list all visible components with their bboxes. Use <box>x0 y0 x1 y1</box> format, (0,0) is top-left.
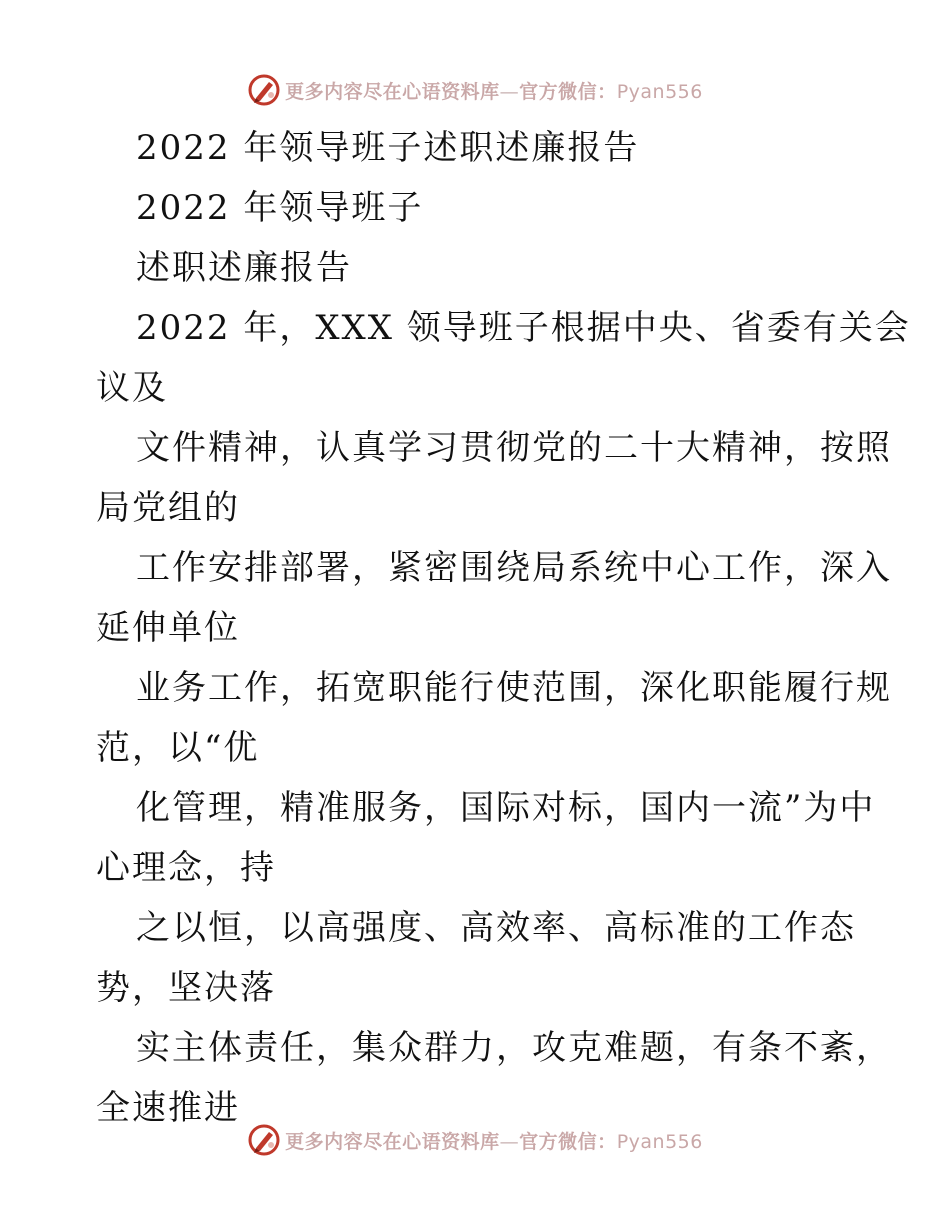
pen-logo-icon <box>247 1123 281 1157</box>
footer-watermark <box>0 1120 950 1160</box>
watermark-wechat-label: 官方微信： <box>519 1130 617 1153</box>
watermark-dash: — <box>499 1130 520 1153</box>
doc-subtitle-line-1: 2022 年领导班子 <box>136 188 424 228</box>
paragraph-line: 议及 <box>96 368 168 408</box>
paragraph-line: 化管理，精准服务，国际对标，国内一流”为中 <box>136 788 876 828</box>
paragraph-line: 范，以“优 <box>96 728 260 768</box>
watermark-wechat-id: Pyan556 <box>616 80 703 103</box>
paragraph-line: 延伸单位 <box>96 608 240 648</box>
paragraph-line: 2022 年，XXX 领导班子根据中央、省委有关会 <box>136 308 911 348</box>
watermark-wechat-id: Pyan556 <box>616 1130 703 1153</box>
header-watermark <box>0 70 950 110</box>
paragraph-line: 业务工作，拓宽职能行使范围，深化职能履行规 <box>136 668 892 708</box>
paragraph-line: 全速推进 <box>96 1088 240 1128</box>
paragraph-line: 工作安排部署，紧密围绕局系统中心工作，深入 <box>136 548 892 588</box>
watermark-dash: — <box>499 80 520 103</box>
document-body <box>96 118 911 1138</box>
doc-subtitle-line-2: 述职述廉报告 <box>136 248 352 288</box>
watermark-wechat-label: 官方微信： <box>519 80 617 103</box>
paragraph-line: 势，坚决落 <box>96 968 276 1008</box>
watermark-text <box>285 77 703 104</box>
paragraph-line: 文件精神，认真学习贯彻党的二十大精神，按照 <box>136 428 892 468</box>
watermark-site: 更多内容尽在心语资料库 <box>285 80 500 103</box>
watermark-text <box>285 1127 703 1154</box>
watermark-site: 更多内容尽在心语资料库 <box>285 1130 500 1153</box>
paragraph-line: 之以恒，以高强度、高效率、高标准的工作态 <box>136 908 856 948</box>
pen-logo-icon <box>247 73 281 107</box>
doc-title: 2022 年领导班子述职述廉报告 <box>136 128 640 168</box>
paragraph-line: 局党组的 <box>96 488 240 528</box>
paragraph-line: 实主体责任，集众群力，攻克难题，有条不紊， <box>136 1028 892 1068</box>
paragraph-line: 心理念，持 <box>96 848 276 888</box>
